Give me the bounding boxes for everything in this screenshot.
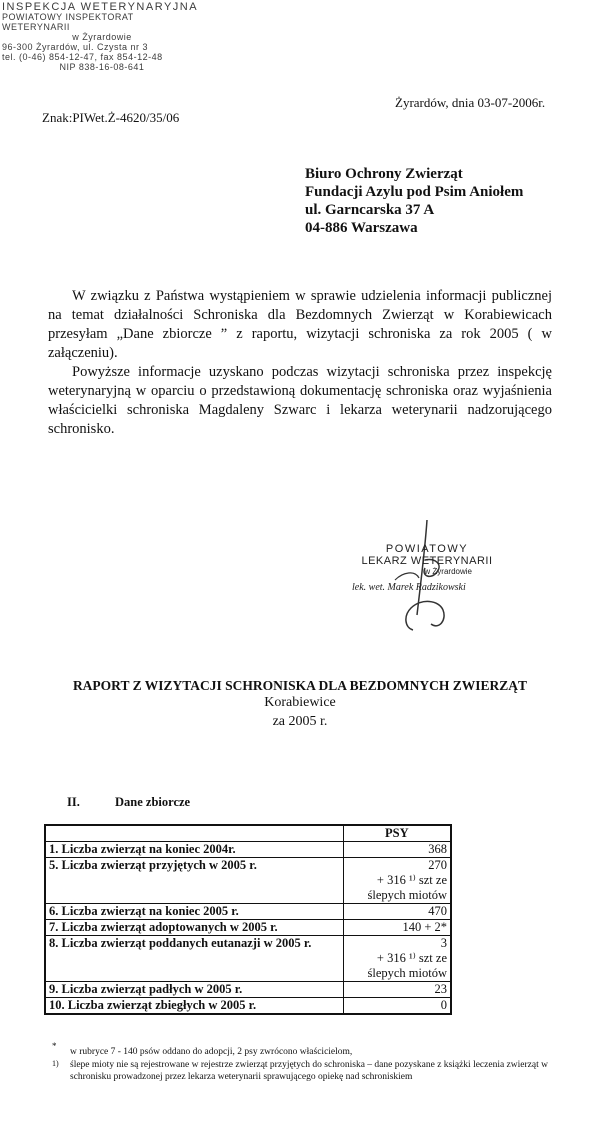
- body-paragraph: Powyższe informacje uzyskano podczas wizytacji schroniska przez inspekcję weterynaryjną w oparciu o przedstawioną dokumentację schroniska oraz wyjaśnienia właścicielki schroniska Magdaleny Szwarc i lekarza weterynarii nadzorującego schronisko.: [48, 364, 552, 437]
- table-header-row: [45, 825, 451, 842]
- row-value: [343, 842, 451, 858]
- stamp-line: NIP 838-16-08-641: [59, 62, 145, 72]
- row-label: 9. Liczba zwierząt padłych w 2005 r.: [45, 982, 343, 998]
- seal-line: POWIATOWY: [385, 543, 469, 555]
- value-line: 470: [428, 904, 447, 918]
- table-row: [45, 982, 451, 998]
- report-title: RAPORT Z WIZYTACJI SCHRONISKA DLA BEZDOMNYCH ZWIERZĄT: [72, 678, 528, 693]
- footnote-mark: 1): [52, 1059, 59, 1068]
- table-row: [45, 998, 451, 1015]
- report-place: Korabiewice: [264, 695, 336, 710]
- letter-body: [48, 287, 552, 439]
- row-label: 6. Liczba zwierząt na koniec 2005 r.: [45, 904, 343, 920]
- row-value: [343, 920, 451, 936]
- table-row: [45, 842, 451, 858]
- row-label: 8. Liczba zwierząt poddanych eutanazji w 2005 r.: [45, 936, 343, 982]
- value-line: 140 + 2*: [402, 920, 447, 934]
- value-line: 23: [434, 982, 447, 996]
- value-line: 368: [428, 842, 447, 856]
- recipient-address: [305, 165, 523, 237]
- footnote-mark: *: [52, 1041, 57, 1051]
- stamp-line: w Żyrardowie: [72, 32, 132, 42]
- value-line: + 316 ¹⁾ szt ze: [376, 951, 447, 965]
- value-line: + 316 ¹⁾ szt ze: [376, 873, 447, 887]
- official-seal: [352, 543, 502, 593]
- footnote-text: w rubryce 7 - 140 psów oddano do adopcji, 2 psy zwrócono właścicielom,: [70, 1047, 353, 1057]
- seal-line: w Żyrardowie: [424, 567, 472, 576]
- body-paragraph: W związku z Państwa wystąpieniem w sprawie udzielenia informacji publicznej na temat działalności Schroniska dla Bezdomnych Zwierząt w Korabiewicach przesyłam „Dane zbiorcze ” z raportu, wizytacji schroniska za rok 2005 ( w załączeniu).: [48, 288, 552, 361]
- office-stamp: [2, 2, 202, 72]
- seal-line: LEKARZ WETERYNARII: [361, 555, 493, 567]
- value-line: ślepych miotów: [367, 888, 447, 902]
- recipient-line: Fundacji Azylu pod Psim Aniołem: [305, 184, 524, 200]
- row-value: [343, 998, 451, 1015]
- recipient-line: Biuro Ochrony Zwierząt: [305, 166, 463, 182]
- stamp-line: POWIATOWY INSPEKTORAT WETERYNARII: [2, 12, 134, 32]
- table-row: [45, 858, 451, 904]
- recipient-line: 04-886 Warszawa: [305, 220, 418, 236]
- value-line: 3: [440, 936, 447, 950]
- stamp-line: 96-300 Żyrardów, ul. Czysta nr 3: [2, 42, 149, 52]
- stamp-line: INSPEKCJA WETERYNARYJNA: [2, 1, 199, 13]
- row-label: 10. Liczba zwierząt zbiegłych w 2005 r.: [45, 998, 343, 1015]
- row-label: 5. Liczba zwierząt przyjętych w 2005 r.: [45, 858, 343, 904]
- section-number: II.: [67, 795, 80, 809]
- table-row: [45, 936, 451, 982]
- header-cell: [45, 825, 343, 842]
- column-header: PSY: [343, 825, 451, 842]
- table-row: [45, 904, 451, 920]
- recipient-line: ul. Garncarska 37 A: [305, 202, 435, 218]
- row-value: [343, 936, 451, 982]
- value-line: 0: [440, 998, 447, 1012]
- row-label: 7. Liczba zwierząt adoptowanych w 2005 r.: [45, 920, 343, 936]
- summary-table: [44, 824, 452, 1015]
- row-value: [343, 982, 451, 998]
- row-label: 1. Liczba zwierząt na koniec 2004r.: [45, 842, 343, 858]
- value-line: ślepych miotów: [367, 966, 447, 980]
- table-row: [45, 920, 451, 936]
- footnote-text: ślepe mioty nie są rejestrowane w rejestrze zwierząt przyjętych do schroniska – dane pozyskane z książki leczenia zwierząt w schronisku prowadzonej przez lekarza weterynarii sprawującego opiekę nad schroniskiem: [70, 1060, 548, 1082]
- value-line: 270: [428, 858, 447, 872]
- report-year: za 2005 r.: [272, 714, 328, 729]
- row-value: [343, 904, 451, 920]
- row-value: [343, 858, 451, 904]
- section-title: Dane zbiorcze: [115, 795, 191, 809]
- letter-date: Żyrardów, dnia 03-07-2006r.: [395, 95, 546, 110]
- signatory-name: lek. wet. Marek Radzikowski: [352, 582, 466, 593]
- stamp-line: tel. (0-46) 854-12-47, fax 854-12-48: [2, 52, 163, 62]
- reference-number: Znak:PIWet.Ż-4620/35/06: [42, 110, 180, 125]
